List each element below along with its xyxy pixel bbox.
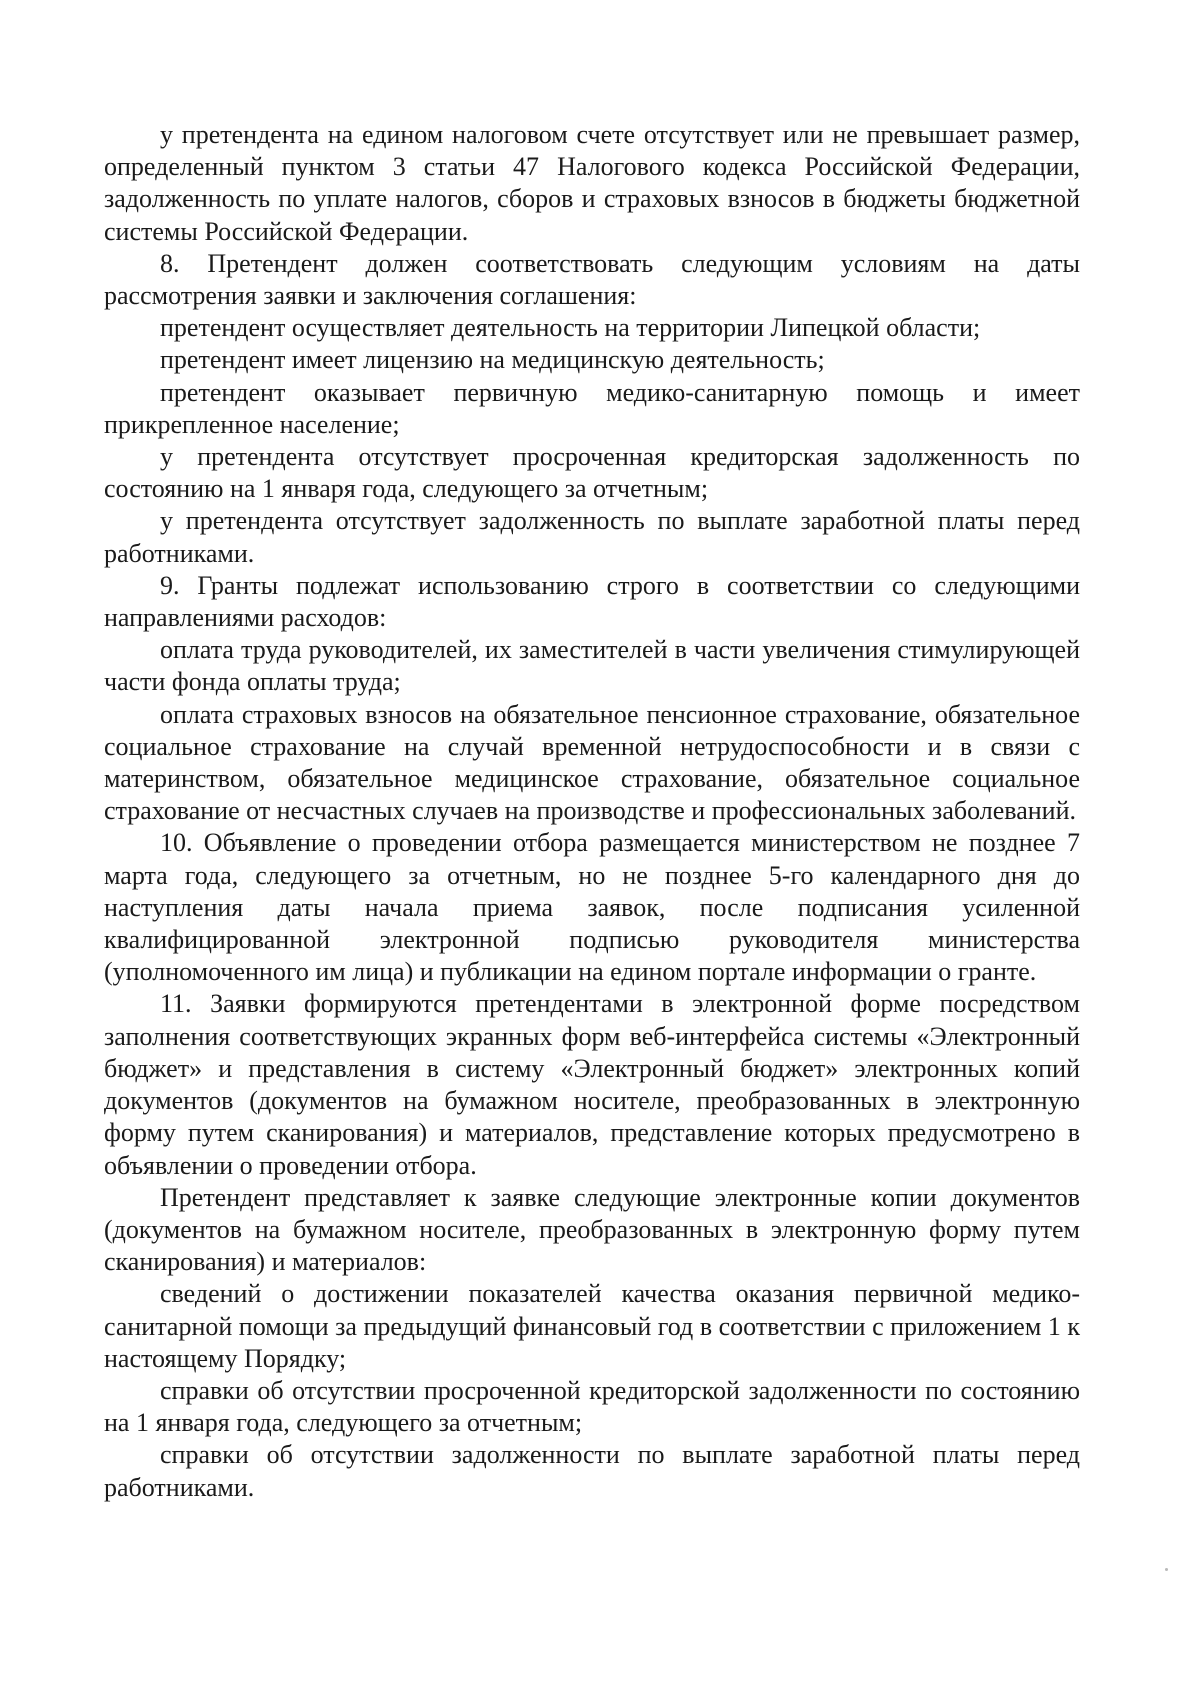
paragraph-salary-debt-condition: у претендента отсутствует задолженность по выплате заработной платы перед работниками. — [104, 506, 1080, 568]
paragraph-salary-expenses: оплата труда руководителей, их заместителей в части увеличения стимулирующей части фонда оплаты труда; — [104, 635, 1080, 697]
paragraph-9-grant-usage: 9. Гранты подлежат использованию строго в соответствии со следующими направлениями расходов: — [104, 570, 1080, 633]
paragraph-insurance-expenses: оплата страховых взносов на обязательное пенсионное страхование, обязательное социальное страхование на случай временной нетрудоспособности и в связи с материнством, обязательное медицинское страхование, обязательное социальное страхование от несчастных случаев на производстве и профессиональных заболеваний. — [104, 699, 1080, 826]
paragraph-primary-care-condition: претендент оказывает первичную медико-санитарную помощь и имеет прикрепленное население; — [104, 377, 1080, 439]
paragraph-8-conditions: 8. Претендент должен соответствовать следующим условиям на даты рассмотрения заявки и заключения соглашения: — [104, 248, 1080, 311]
paragraph-quality-indicators: сведений о достижении показателей качества оказания первичной медико-санитарной помощи за предыдущий финансовый год в соответствии с приложением 1 к настоящему Порядку; — [104, 1279, 1080, 1373]
paragraph-license-condition: претендент имеет лицензию на медицинскую деятельность; — [160, 345, 825, 375]
paragraph-11-applications: 11. Заявки формируются претендентами в электронной форме посредством заполнения соответствующих экранных форм веб-интерфейса системы «Электронный бюджет» и представления в систему «Электронный бюджет» электронных копий документов (документов на бумажном носителе, преобразованных в электронную форму путем сканирования) и материалов, представление которых предусмотрено в объявлении о проведении отбора. — [104, 989, 1080, 1180]
paragraph-documents-intro: Претендент представляет к заявке следующие электронные копии документов (документов на бумажном носителе, преобразованных в электронную форму путем сканирования) и материалов: — [104, 1182, 1080, 1277]
paragraph-territory-condition: претендент осуществляет деятельность на территории Липецкой области; — [160, 313, 981, 343]
scan-speck — [1165, 1568, 1168, 1571]
paragraph-overdue-debt-condition: у претендента отсутствует просроченная кредиторская задолженность по состоянию на 1 января года, следующего за отчетным; — [104, 442, 1080, 504]
paragraph-salary-debt-certificate: справки об отсутствии задолженности по выплате заработной платы перед работниками. — [104, 1440, 1080, 1502]
document-body — [104, 119, 1080, 1504]
paragraph-10-announcement: 10. Объявление о проведении отбора размещается министерством не позднее 7 марта года, следующего за отчетным, но не позднее 5-го календарного дня до наступления даты начала приема заявок, после подписания усиленной квалифицированной электронной подписью руководителя министерства (уполномоченного им лица) и публикации на едином портале информации о гранте. — [104, 828, 1080, 987]
paragraph-overdue-debt-certificate: справки об отсутствии просроченной кредиторской задолженности по состоянию на 1 января года, следующего за отчетным; — [104, 1375, 1080, 1438]
paragraph-tax-debt-condition: у претендента на едином налоговом счете отсутствует или не превышает размер, определенный пунктом 3 статьи 47 Налогового кодекса Российской Федерации, задолженность по уплате налогов, сборов и страховых взносов в бюджеты бюджетной системы Российской Федерации. — [104, 120, 1080, 246]
